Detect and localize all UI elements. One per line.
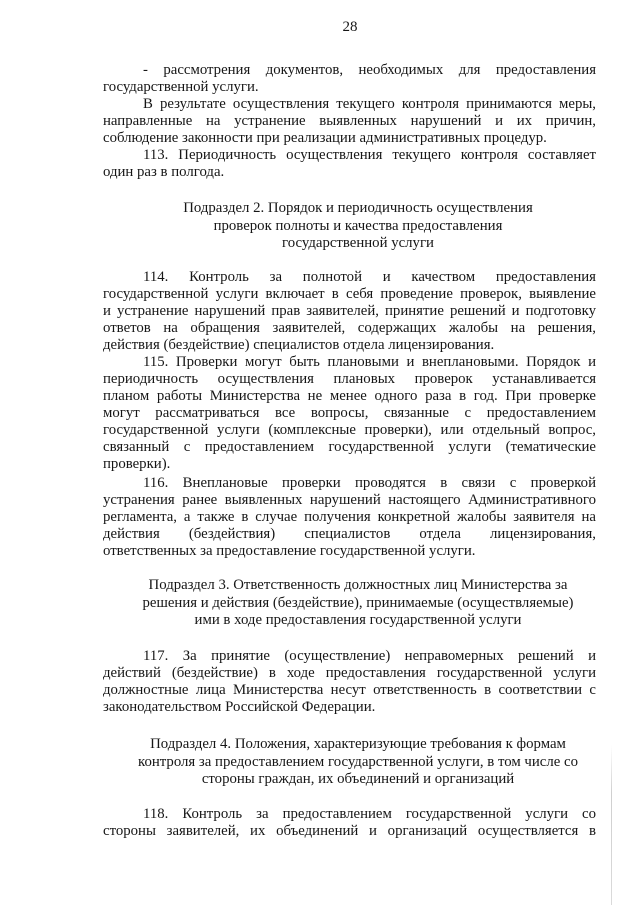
- text-line: 114. Контроль за полнотой и качеством предоставления: [143, 269, 596, 285]
- text-line: планом работы Министерства не менее одного раза в год. При проверке: [103, 388, 596, 404]
- page-number: 28: [342, 19, 358, 35]
- text-line: регламента, а также в случае получения конкретной жалобы заявителя на: [103, 509, 596, 525]
- text-line: устранения ранее выявленных нарушений настоящего Административного: [103, 492, 596, 508]
- text-line: действий (бездействие) в ходе предоставления государственной услуги: [103, 665, 596, 681]
- text-line: В результате осуществления текущего контроля принимаются меры,: [143, 96, 596, 112]
- heading-line: проверок полноты и качества предоставления: [213, 217, 503, 234]
- heading-line: Подраздел 4. Положения, характеризующие требования к формам: [150, 736, 566, 752]
- text-line: ответственных за предоставление государственной услуги.: [103, 543, 476, 559]
- paragraph-118: [103, 806, 596, 840]
- text-line: и устранение нарушений прав заявителей, принятие решений и подготовку: [103, 303, 596, 319]
- text-line: государственной услуги включает в себя проведение проверок, выявление: [103, 286, 596, 302]
- text-line: действия (бездействие) специалистов отдела лицензирования.: [103, 337, 495, 353]
- text-line: действия (бездействия) специалистов отдела лицензирования,: [103, 526, 596, 542]
- text-line: должностные лица Министерства несут ответственность в соответствии с: [103, 682, 596, 698]
- heading-line: Подраздел 2. Порядок и периодичность осуществления: [183, 200, 533, 216]
- text-line: могут рассматриваться все вопросы, связанные с предоставлением: [103, 405, 596, 421]
- paragraph-116: [103, 475, 596, 560]
- scan-edge-artifact: [611, 745, 612, 905]
- heading-line: государственной услуги: [282, 235, 434, 251]
- heading-line: ими в ходе предоставления государственной услуги: [194, 612, 522, 628]
- text-line: 113. Периодичность осуществления текущего контроля составляет: [143, 147, 596, 163]
- heading-line: контроля за предоставлением государственной услуги, в том числе со: [138, 753, 578, 770]
- text-line: законодательством Российской Федерации.: [103, 699, 376, 715]
- text-line: стороны заявителей, их объединений и организаций осуществляется в: [103, 823, 596, 839]
- paragraph-115: [103, 354, 596, 473]
- section-heading-subsection-2: [118, 200, 598, 253]
- paragraph-114: [103, 269, 596, 354]
- text-line: 118. Контроль за предоставлением государственной услуги со: [143, 806, 596, 822]
- text-line: связанный с предоставлением государственной услуги (тематические: [103, 439, 596, 455]
- paragraph-control-measures: [103, 96, 596, 147]
- text-line: периодичность осуществления плановых проверок устанавливается: [103, 371, 596, 387]
- text-line: государственной услуги.: [103, 79, 259, 95]
- text-line: - рассмотрения документов, необходимых для предоставления: [143, 62, 596, 78]
- text-line: направленные на устранение выявленных нарушений и их причин,: [103, 113, 596, 129]
- text-line: соблюдение законности при реализации административных процедур.: [103, 130, 547, 146]
- text-line: 115. Проверки могут быть плановыми и внеплановыми. Порядок и: [143, 354, 596, 370]
- section-heading-subsection-4: [118, 736, 598, 789]
- section-heading-subsection-3: [118, 577, 598, 630]
- paragraph-113: [103, 147, 596, 181]
- heading-line: стороны граждан, их объединений и организаций: [201, 771, 515, 787]
- text-line: один раз в полгода.: [103, 164, 225, 180]
- heading-line: решения и действия (бездействие), принимаемые (осуществляемые): [142, 594, 574, 611]
- list-item-document-review: [103, 62, 596, 96]
- text-line: государственной услуги (комплексные проверки), или отдельный вопрос,: [103, 422, 596, 438]
- paragraph-117: [103, 648, 596, 716]
- text-line: 116. Внеплановые проверки проводятся в связи с проверкой: [143, 475, 596, 491]
- text-line: проверки).: [103, 456, 171, 472]
- text-line: 117. За принятие (осуществление) неправомерных решений и: [143, 648, 596, 664]
- heading-line: Подраздел 3. Ответственность должностных лиц Министерства за: [148, 577, 568, 593]
- text-line: ответов на обращения заявителей, содержащих жалобы на решения,: [103, 320, 596, 336]
